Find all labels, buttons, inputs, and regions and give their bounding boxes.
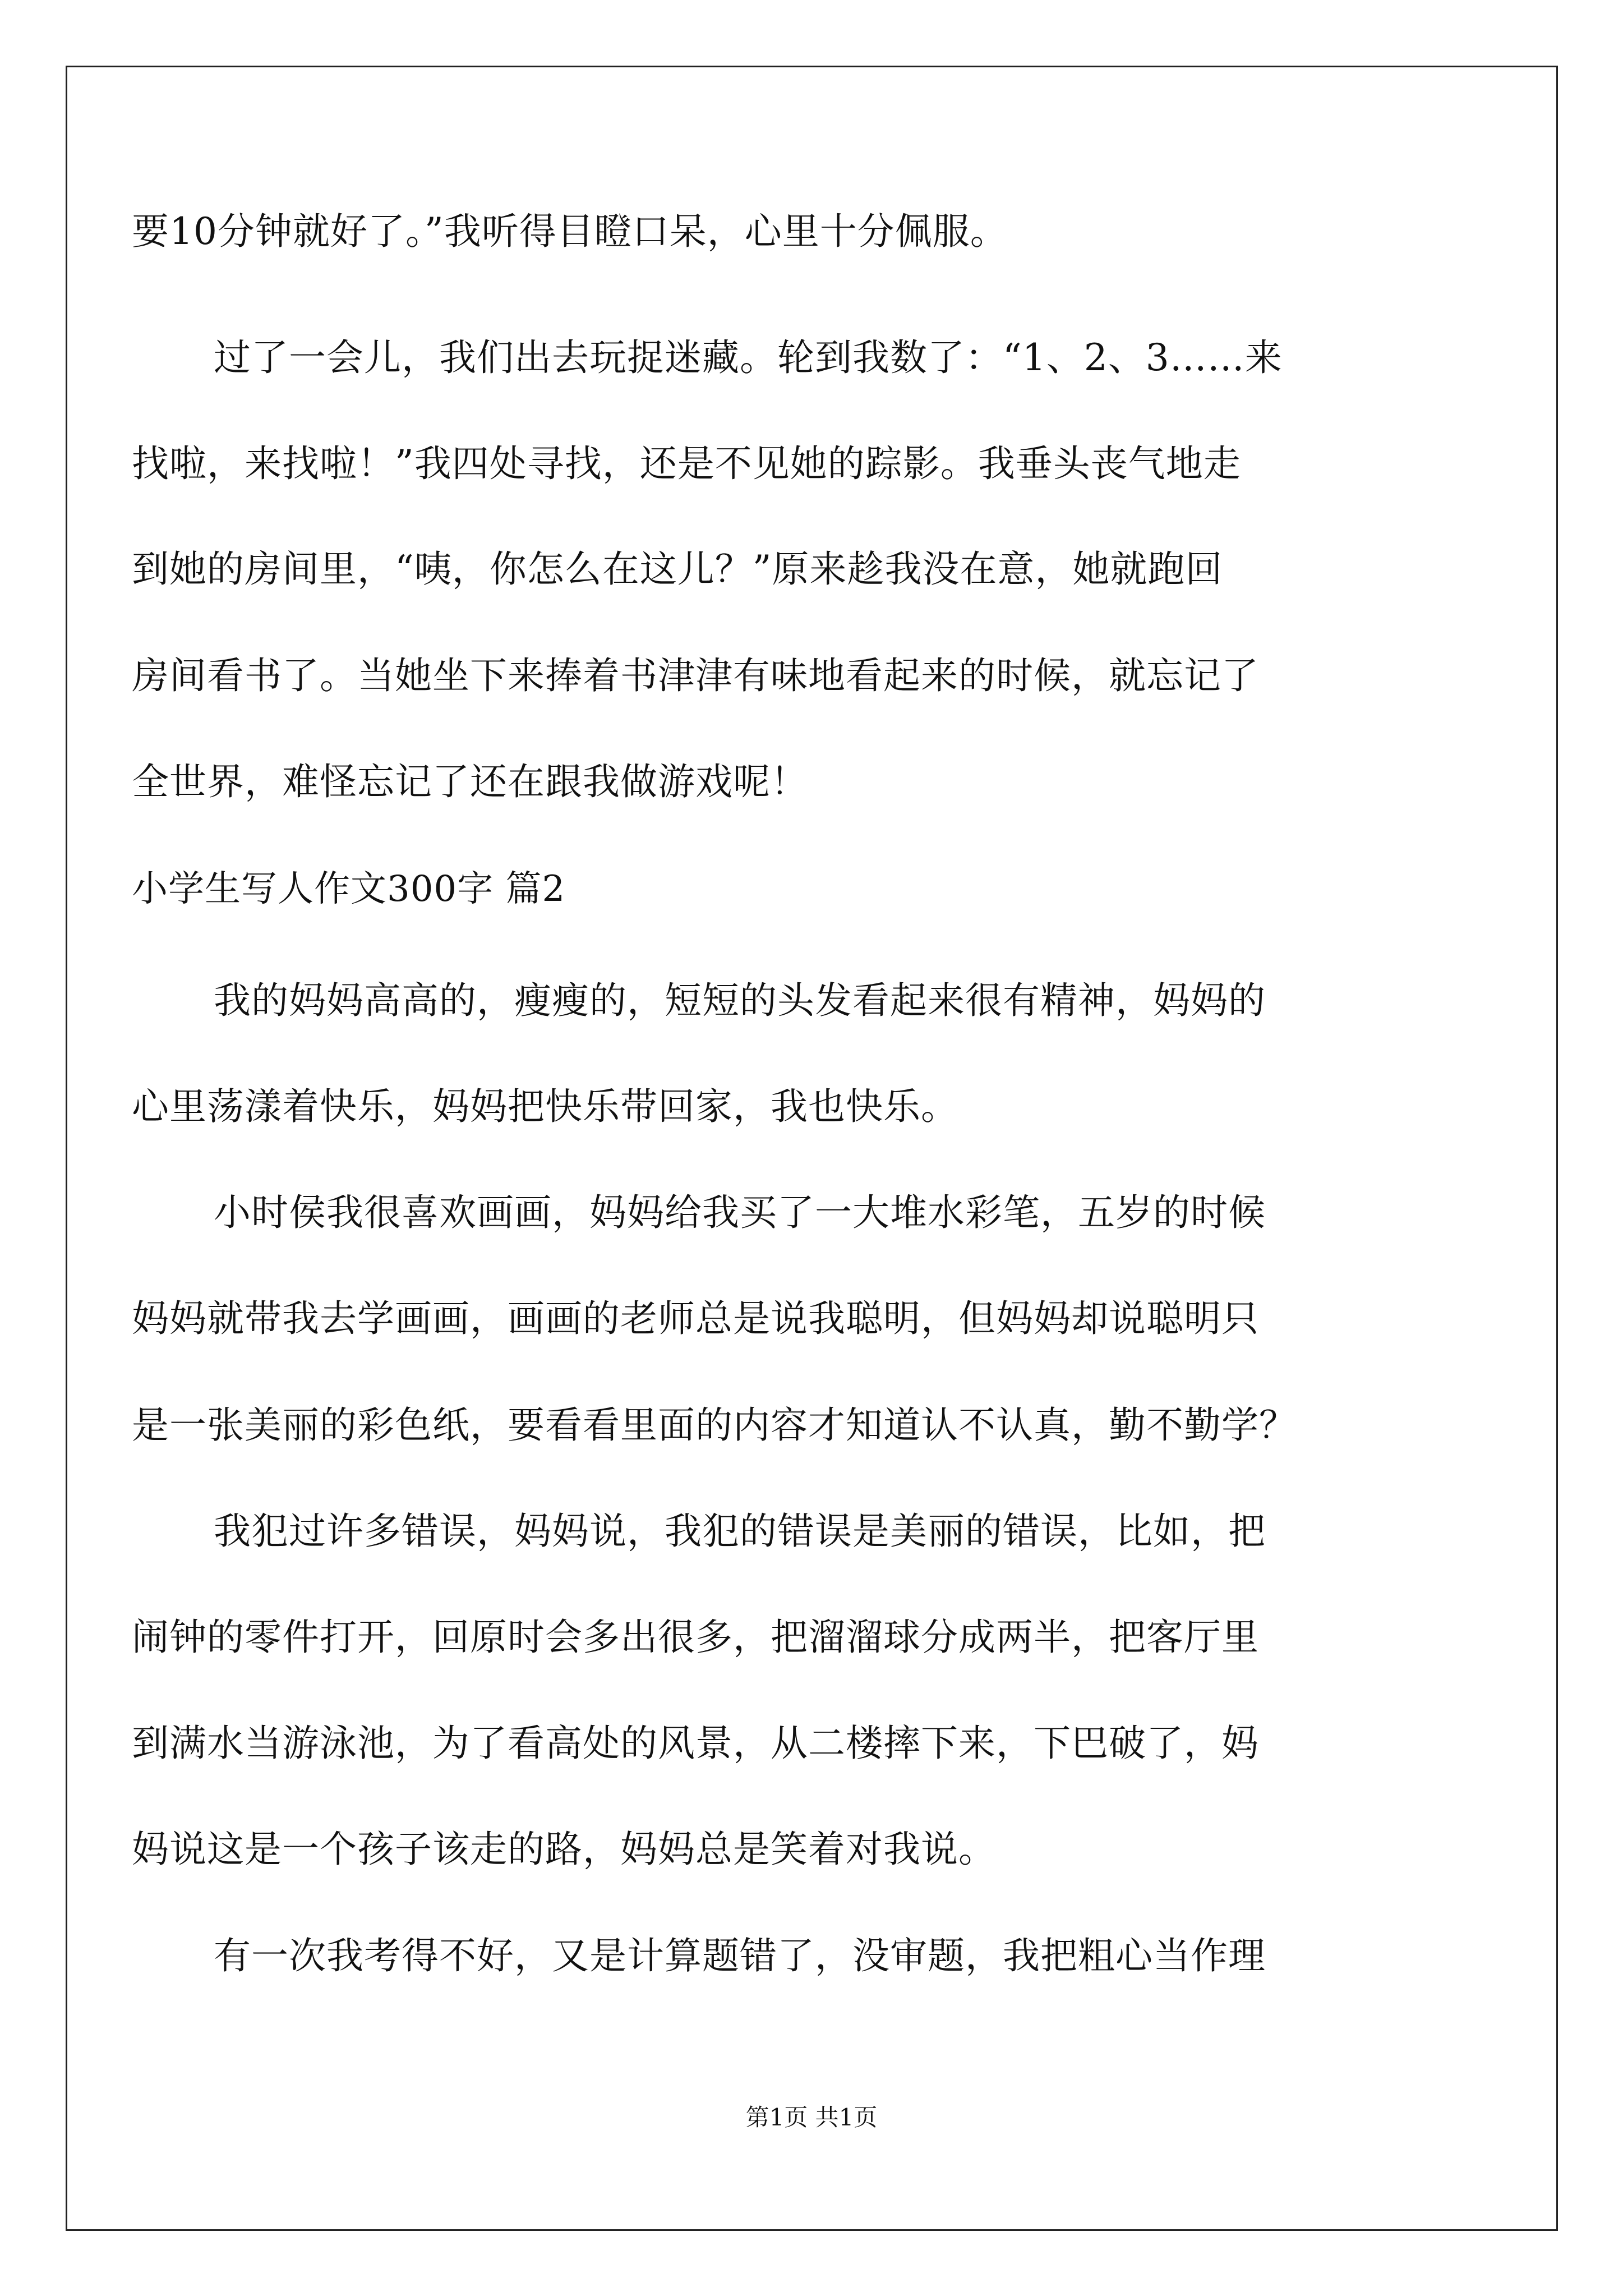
body-line: 心里荡漾着快乐，妈妈把快乐带回家，我也快乐。 <box>132 1085 958 1128</box>
body-line: 房间看书了。当她坐下来捧着书津津有味地看起来的时候，就忘记了 <box>132 654 1259 697</box>
body-line: 要10分钟就好了。”我听得目瞪口呆，心里十分佩服。 <box>132 210 1008 253</box>
paragraph-start-line: 小时侯我很喜欢画画，妈妈给我买了一大堆水彩笔，五岁的时候 <box>214 1191 1266 1234</box>
paragraph-start-line: 过了一会儿，我们出去玩捉迷藏。轮到我数了：“1、2、3……来 <box>214 336 1283 379</box>
body-line: 闹钟的零件打开，回原时会多出很多，把溜溜球分成两半，把客厅里 <box>132 1616 1259 1659</box>
paragraph-start-line: 我犯过许多错误，妈妈说，我犯的错误是美丽的错误，比如，把 <box>214 1510 1266 1553</box>
body-line: 到她的房间里，“咦，你怎么在这儿？”原来趁我没在意，她就跑回 <box>132 547 1223 591</box>
body-line: 妈妈就带我去学画画，画画的老师总是说我聪明，但妈妈却说聪明只 <box>132 1297 1259 1340</box>
body-line: 妈说这是一个孩子该走的路，妈妈总是笑着对我说。 <box>132 1828 996 1871</box>
page-border <box>66 66 1558 2231</box>
body-line: 找啦，来找啦！”我四处寻找，还是不见她的踪影。我垂头丧气地走 <box>132 442 1241 485</box>
body-line: 是一张美丽的彩色纸，要看看里面的内容才知道认不认真，勤不勤学？ <box>132 1404 1297 1447</box>
paragraph-start-line: 有一次我考得不好，又是计算题错了，没审题，我把粗心当作理 <box>214 1934 1266 1977</box>
paragraph-start-line: 我的妈妈高高的，瘦瘦的，短短的头发看起来很有精神，妈妈的 <box>214 979 1266 1022</box>
page-number-footer: 第1页 共1页 <box>745 2104 878 2131</box>
body-line: 全世界，难怪忘记了还在跟我做游戏呢！ <box>132 760 808 803</box>
body-line: 到满水当游泳池，为了看高处的风景，从二楼摔下来，下巴破了，妈 <box>132 1722 1259 1765</box>
section-title: 小学生写人作文300字 篇2 <box>132 868 566 910</box>
